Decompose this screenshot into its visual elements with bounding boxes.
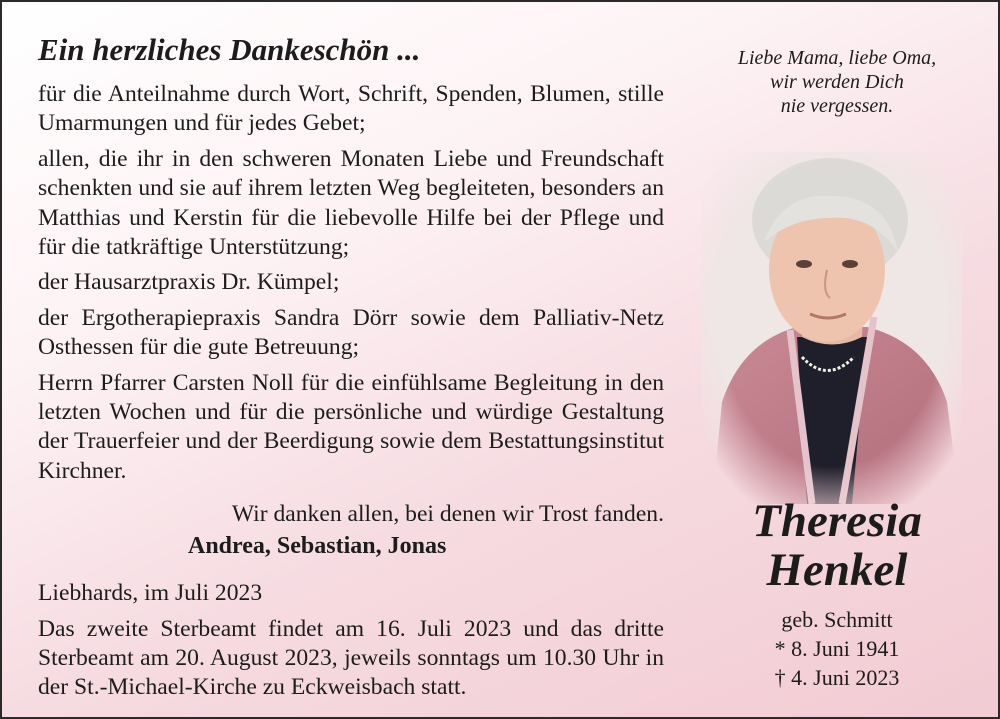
memorial-quote (692, 46, 982, 118)
quote-line-1: Liebe Mama, liebe Oma, (737, 47, 937, 69)
signers: Andrea, Sebastian, Jonas (188, 532, 447, 559)
portrait-photo (702, 152, 962, 504)
birth-date: * 8. Juni 1941 (774, 636, 900, 661)
thanks-paragraph-2: allen, die ihr in den schweren Monaten Liebe und Freundschaft schenkten und sie auf ihrem letzten Weg begleiteten, besonders an Matthias und Kerstin für die liebevolle Hilfe bei der Pflege und für die tatkräftige Unterstützung; (38, 145, 664, 261)
thanks-paragraph-5: Herrn Pfarrer Carsten Noll für die einfühlsame Begleitung in den letzten Wochen und für die persönliche und würdige Gestaltung der Trauerfeier und der Beerdigung sowie dem Bestattungsinstitut Kirchner. (38, 369, 664, 484)
death-date: † 4. Juni 2023 (774, 665, 900, 690)
thanks-column (38, 30, 664, 709)
birth-name: geb. Schmitt (781, 607, 893, 632)
thanks-paragraph-4: der Ergotherapiepraxis Sandra Dörr sowie dem Palliativ-Netz Osthessen für die gute Betreuung; (38, 304, 664, 361)
first-name: Theresia (752, 495, 922, 547)
deceased-name (692, 497, 982, 595)
closing-thanks: Wir danken allen, bei denen wir Trost fanden. (231, 501, 664, 528)
notice-title: Ein herzliches Dankeschön ... (38, 32, 421, 67)
place-date: Liebhards, im Juli 2023 (38, 580, 263, 607)
quote-line-2: wir werden Dich (770, 71, 904, 93)
thanks-paragraph-1: für die Anteilnahme durch Wort, Schrift, Spenden, Blumen, stille Umarmungen und für jedes Gebet; (38, 81, 664, 137)
quote-line-3: nie vergessen. (780, 95, 894, 117)
life-dates (692, 605, 982, 692)
service-info: Das zweite Sterbeamt findet am 16. Juli 2023 und das dritte Sterbeamt am 20. August 2023, jeweils sonntags um 10.30 Uhr in der St.-Michael-Kirche zu Eckweisbach statt. (38, 615, 664, 701)
thanks-paragraph-3: der Hausarztpraxis Dr. Kümpel; (38, 269, 340, 296)
last-name: Henkel (766, 544, 908, 596)
